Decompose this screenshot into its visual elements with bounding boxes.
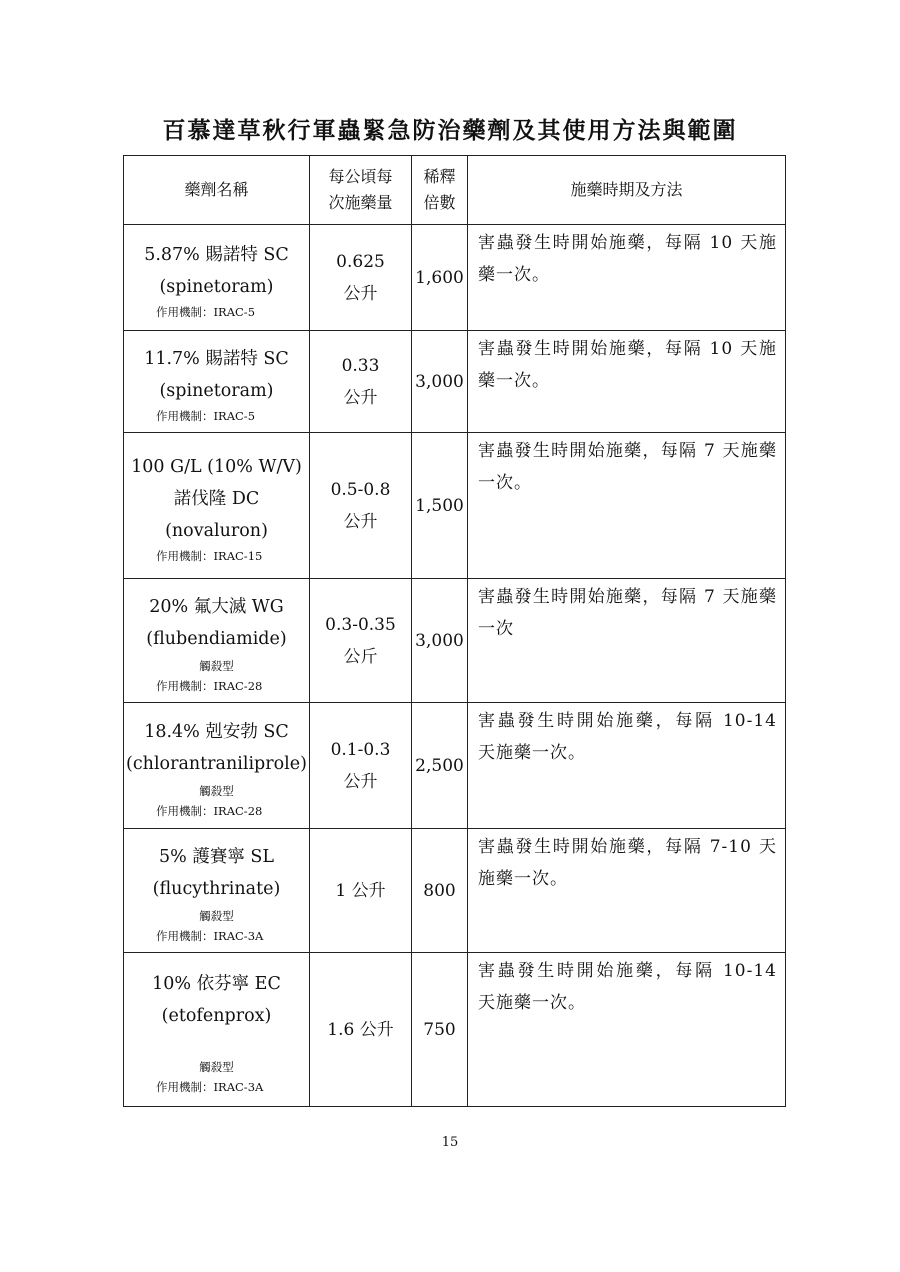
dilution-cell: 800 [412,829,468,953]
pesticide-name: 11.7% 賜諾特 SC [144,348,289,369]
table-row [124,433,786,579]
table-row [124,829,786,953]
table-row [124,331,786,433]
dose-cell: 1.6 公升 [310,953,412,1107]
table-header-row [124,156,786,225]
mode-of-action: 作用機制：IRAC-5 [156,304,256,319]
pesticide-type: 觸殺型 [199,908,234,923]
pesticide-name: 18.4% 剋安勃 SC [144,721,289,742]
mode-of-action: 作用機制：IRAC-3A [156,1079,264,1094]
pesticide-name: 5.87% 賜諾特 SC [144,244,289,265]
pesticide-name-cell [124,953,310,1107]
pesticide-ingredient: (flucythrinate) [152,878,281,899]
method-cell: 害蟲發生時開始施藥，每隔 10 天施藥一次。 [468,331,786,433]
header-method: 施藥時期及方法 [468,156,786,225]
header-name: 藥劑名稱 [124,156,310,225]
method-cell: 害蟲發生時開始施藥，每隔 7 天施藥一次 [468,579,786,703]
dose-cell: 0.33 公升 [310,331,412,433]
pesticide-type: 觸殺型 [199,1059,234,1074]
pesticide-type: 觸殺型 [199,783,234,798]
table-row [124,579,786,703]
pesticide-name-cell [124,829,310,953]
mode-of-action: 作用機制：IRAC-28 [156,678,263,693]
table-row [124,225,786,331]
method-cell: 害蟲發生時開始施藥，每隔 10-14 天施藥一次。 [468,703,786,829]
dilution-cell: 1,500 [412,433,468,579]
mode-of-action: 作用機制：IRAC-5 [156,408,256,423]
dose-cell: 0.5-0.8 公升 [310,433,412,579]
dilution-cell: 3,000 [412,579,468,703]
pesticide-table [123,155,786,1107]
pesticide-ingredient: (novaluron) [165,520,268,541]
method-cell: 害蟲發生時開始施藥，每隔 7 天施藥一次。 [468,433,786,579]
pesticide-name-cell [124,579,310,703]
pesticide-ingredient: (flubendiamide) [146,628,287,649]
pesticide-ingredient: (etofenprox) [161,1005,272,1026]
table-row [124,703,786,829]
page-title: 百慕達草秋行軍蟲緊急防治藥劑及其使用方法與範圍 [162,117,738,144]
header-dose: 每公頃每 次施藥量 [310,156,412,225]
dilution-cell: 2,500 [412,703,468,829]
method-cell: 害蟲發生時開始施藥，每隔 10-14 天施藥一次。 [468,953,786,1107]
pesticide-ingredient: (spinetoram) [159,276,274,297]
mode-of-action: 作用機制：IRAC-28 [156,803,263,818]
pesticide-name: 20% 氟大滅 WG [149,596,284,617]
pesticide-name-cell [124,703,310,829]
page-number: 15 [441,1135,459,1150]
method-cell: 害蟲發生時開始施藥，每隔 7-10 天施藥一次。 [468,829,786,953]
mode-of-action: 作用機制：IRAC-15 [156,548,263,563]
pesticide-name-cell [124,331,310,433]
table-row [124,953,786,1107]
header-dilution: 稀釋 倍數 [412,156,468,225]
pesticide-ingredient: (chlorantraniliprole) [126,753,307,774]
pesticide-type: 觸殺型 [199,658,234,673]
dose-cell: 1 公升 [310,829,412,953]
dilution-cell: 1,600 [412,225,468,331]
dose-cell: 0.3-0.35 公斤 [310,579,412,703]
dilution-cell: 3,000 [412,331,468,433]
mode-of-action: 作用機制：IRAC-3A [156,928,264,943]
pesticide-name-cell [124,433,310,579]
pesticide-name-cell [124,225,310,331]
pesticide-name: 100 G/L (10% W/V) [131,456,302,477]
pesticide-name: 5% 護賽寧 SL [159,846,274,867]
pesticide-ingredient: (spinetoram) [159,380,274,401]
pesticide-name: 10% 依芬寧 EC [152,973,281,994]
dilution-cell: 750 [412,953,468,1107]
dose-cell: 0.1-0.3 公升 [310,703,412,829]
pesticide-name-cn: 諾伐隆 DC [173,488,260,509]
dose-cell: 0.625 公升 [310,225,412,331]
method-cell: 害蟲發生時開始施藥，每隔 10 天施藥一次。 [468,225,786,331]
